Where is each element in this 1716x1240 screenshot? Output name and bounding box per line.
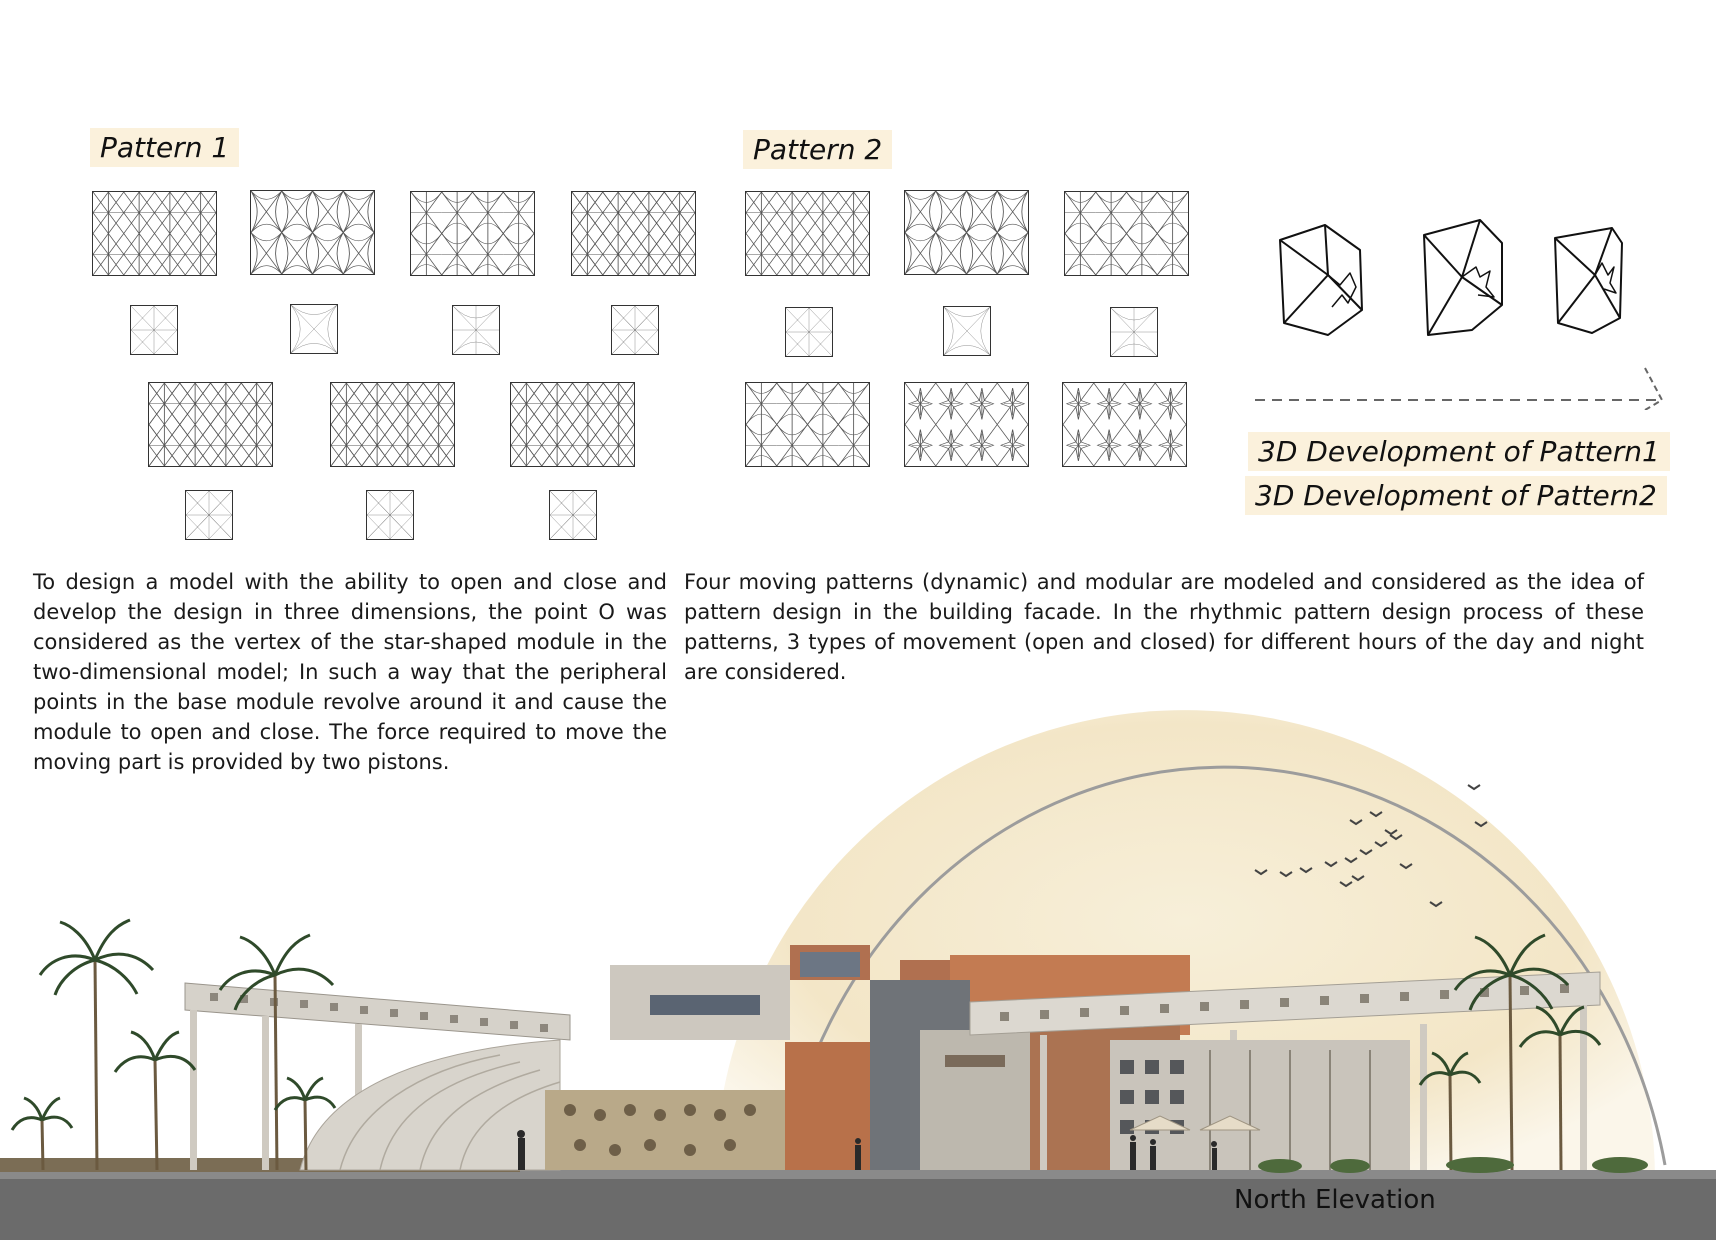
dev1-label: 3D Development of Pattern1 bbox=[1248, 432, 1670, 471]
dev2-label: 3D Development of Pattern2 bbox=[1245, 476, 1667, 515]
north-elevation-label: North Elevation bbox=[1234, 1185, 1436, 1215]
right-paragraph: Four moving patterns (dynamic) and modular are modeled and considered as the idea of pattern design in the building facade. In the rhythmic pattern design process of these patterns, 3 types of movement (open and closed) for different hours of the day and night are considered. bbox=[684, 570, 1644, 684]
left-paragraph: To design a model with the ability to open and close and develop the design in three dimensions, the point O was considered as the vertex of the star-shaped module in the two-dimensional model; In such a way that the peripheral points in the base module revolve around it and cause the module to open and close. The force required to move the moving part is provided by two pistons. bbox=[33, 570, 667, 774]
pattern1-label: Pattern 1 bbox=[90, 128, 239, 167]
ground-strip bbox=[0, 1178, 1716, 1240]
perforated-wall bbox=[545, 1090, 790, 1170]
pattern2-label: Pattern 2 bbox=[743, 130, 892, 169]
central-concrete-block bbox=[920, 1030, 1030, 1170]
